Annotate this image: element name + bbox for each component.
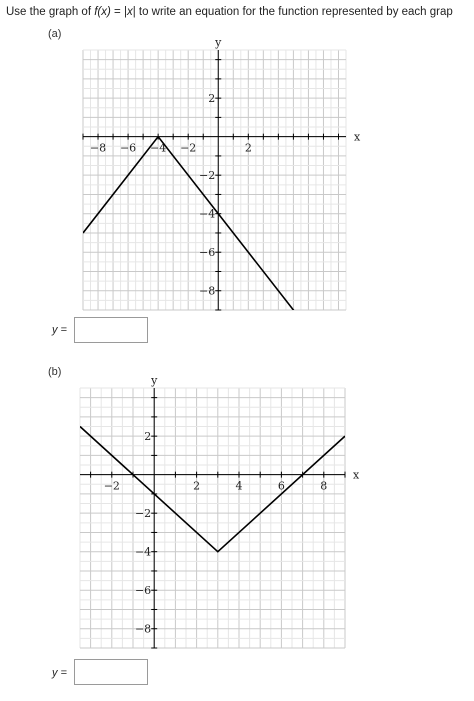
y-tick-label: 2 — [144, 430, 152, 444]
answer-a-input[interactable] — [74, 317, 148, 343]
graph-a — [70, 36, 361, 315]
part-b-label: (b) — [48, 366, 62, 378]
answer-b-input[interactable] — [74, 659, 148, 685]
x-tick-label: −6 — [119, 141, 137, 155]
y-tick-label: −2 — [199, 169, 216, 183]
prompt-text-after: to write an equation for the function represented by each grap — [138, 6, 453, 18]
y-tick-label: −8 — [199, 284, 216, 298]
y-axis-label: y — [215, 36, 222, 49]
answer-b-label: y = — [52, 667, 67, 679]
x-tick-label: 2 — [193, 479, 201, 493]
x-tick-label: 2 — [244, 141, 252, 155]
x-tick-label: 4 — [235, 479, 243, 493]
y-axis-label: y — [151, 374, 158, 387]
y-tick-label: −4 — [199, 207, 216, 221]
graph-b — [70, 374, 360, 653]
prompt-x: x — [126, 6, 133, 18]
prompt-text-before: Use the graph of — [6, 6, 92, 18]
x-tick-label: −8 — [89, 141, 107, 155]
y-tick-label: −2 — [134, 507, 152, 521]
y-tick-label: −6 — [134, 584, 152, 598]
x-axis-label: x — [353, 468, 360, 482]
prompt-fx: f(x) — [94, 6, 111, 18]
y-tick-label: −6 — [199, 246, 216, 260]
x-tick-label: 8 — [320, 479, 328, 493]
question-prompt — [6, 6, 474, 18]
x-axis-label: x — [354, 130, 361, 144]
prompt-abs-close: | — [132, 6, 136, 18]
y-tick-label: −8 — [134, 622, 152, 636]
prompt-eq: = | — [110, 6, 127, 18]
y-tick-label: −4 — [134, 545, 152, 559]
part-a-label: (a) — [48, 28, 62, 40]
x-tick-label: 6 — [277, 479, 285, 493]
x-tick-label: −2 — [103, 479, 120, 493]
answer-a-label: y = — [52, 324, 67, 336]
x-tick-label: −2 — [180, 141, 197, 155]
x-tick-label: −4 — [150, 141, 167, 155]
y-tick-label: 2 — [208, 92, 216, 106]
